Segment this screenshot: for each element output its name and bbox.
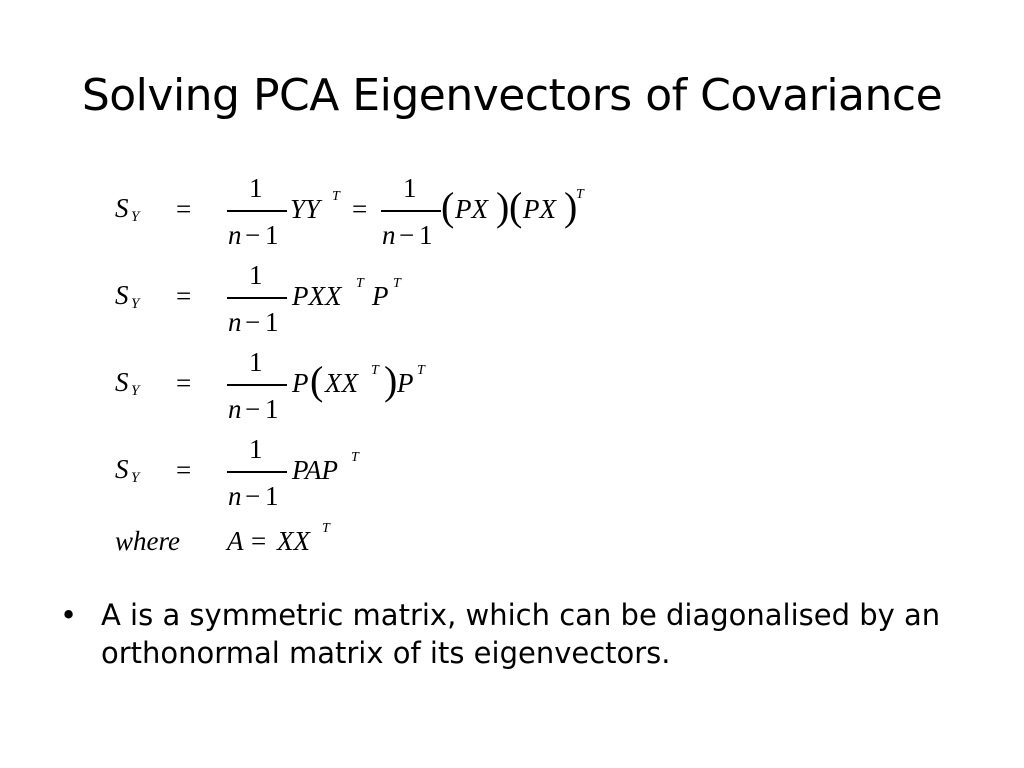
p-term: P bbox=[372, 281, 389, 311]
n-symbol: n bbox=[228, 307, 242, 337]
left-paren: ( bbox=[441, 184, 455, 229]
fraction-bar bbox=[381, 210, 441, 212]
transpose-sup: T bbox=[393, 276, 401, 291]
minus-sign: − bbox=[245, 481, 261, 511]
right-paren: ) bbox=[564, 184, 578, 229]
fraction-bar bbox=[227, 210, 287, 212]
xx-term: XX bbox=[277, 526, 310, 556]
transpose-sup: T bbox=[371, 363, 379, 378]
minus-sign: − bbox=[245, 307, 261, 337]
fraction-numerator: 1 bbox=[249, 260, 263, 290]
where-word: where bbox=[115, 526, 180, 556]
s-symbol: S bbox=[115, 454, 129, 484]
one-digit: 1 bbox=[265, 481, 279, 511]
left-paren: ( bbox=[310, 358, 324, 403]
fraction-bar bbox=[227, 471, 287, 473]
bullet-text: A is a symmetric matrix, which can be diagonalised by an orthonormal matrix of its eigenvectors. bbox=[101, 598, 941, 670]
s-symbol: S bbox=[115, 280, 129, 310]
yy-term: YY bbox=[290, 194, 321, 224]
y-subscript: Y bbox=[131, 209, 140, 225]
minus-sign: − bbox=[245, 394, 261, 424]
one-digit: 1 bbox=[265, 307, 279, 337]
equals-sign: = bbox=[176, 368, 192, 398]
n-symbol: n bbox=[382, 220, 396, 250]
transpose-sup: T bbox=[356, 276, 364, 291]
n-symbol: n bbox=[228, 220, 242, 250]
equals-sign: = bbox=[251, 526, 267, 556]
transpose-sup: T bbox=[417, 363, 425, 378]
p-term: P bbox=[397, 368, 414, 398]
equals-sign: = bbox=[176, 455, 192, 485]
slide-title: Solving PCA Eigenvectors of Covariance bbox=[81, 70, 943, 121]
equals-sign: = bbox=[176, 194, 192, 224]
n-symbol: n bbox=[228, 481, 242, 511]
minus-sign: − bbox=[245, 220, 261, 250]
equals-sign: = bbox=[176, 281, 192, 311]
y-subscript: Y bbox=[131, 470, 140, 486]
p-term: P bbox=[292, 368, 309, 398]
transpose-sup: T bbox=[576, 187, 584, 202]
fraction-numerator: 1 bbox=[403, 173, 417, 203]
equals-sign: = bbox=[352, 194, 368, 224]
pap-term: PAP bbox=[292, 455, 338, 485]
minus-sign: − bbox=[399, 220, 415, 250]
fraction-numerator: 1 bbox=[249, 434, 263, 464]
right-paren: ) bbox=[384, 358, 398, 403]
bullet-icon: • bbox=[60, 598, 78, 632]
one-digit: 1 bbox=[265, 394, 279, 424]
pxx-term: PXX bbox=[292, 281, 342, 311]
xx-term: XX bbox=[325, 368, 358, 398]
transpose-sup: T bbox=[332, 189, 340, 204]
y-subscript: Y bbox=[131, 383, 140, 399]
one-digit: 1 bbox=[419, 220, 433, 250]
one-digit: 1 bbox=[265, 220, 279, 250]
px-term: PX bbox=[455, 194, 488, 224]
s-symbol: S bbox=[115, 193, 129, 223]
fraction-numerator: 1 bbox=[249, 173, 263, 203]
y-subscript: Y bbox=[131, 296, 140, 312]
transpose-sup: T bbox=[351, 450, 359, 465]
fraction-numerator: 1 bbox=[249, 347, 263, 377]
a-symbol: A bbox=[227, 526, 244, 556]
px-term: PX bbox=[523, 194, 556, 224]
left-paren: ( bbox=[509, 184, 523, 229]
fraction-bar bbox=[227, 297, 287, 299]
s-symbol: S bbox=[115, 367, 129, 397]
right-paren: ) bbox=[496, 184, 510, 229]
transpose-sup: T bbox=[322, 521, 330, 536]
n-symbol: n bbox=[228, 394, 242, 424]
fraction-bar bbox=[227, 384, 287, 386]
